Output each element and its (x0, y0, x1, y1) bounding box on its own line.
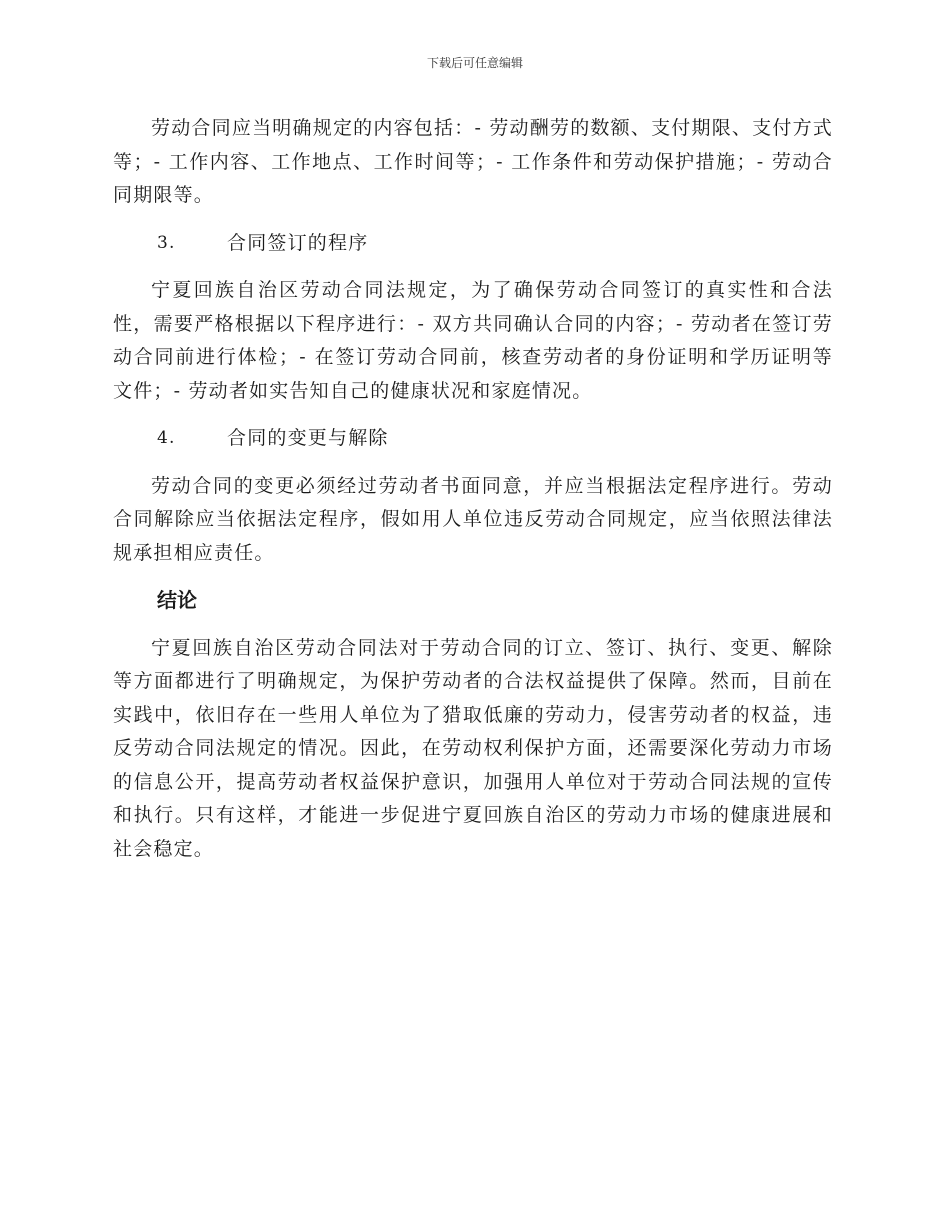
section-heading-change-termination (113, 422, 833, 456)
section-title: 合同的变更与解除 (227, 427, 389, 449)
section-heading-signing-procedure (113, 227, 833, 261)
paragraph-signing-procedure: 宁夏回族自治区劳动合同法规定，为了确保劳动合同签订的真实性和合法性，需要严格根据以下程序进行：- 双方共同确认合同的内容；- 劳动者在签订劳动合同前进行体检；- 在签订劳动合同前，核查劳动者的身份证明和学历证明等文件；- 劳动者如实告知自己的健康状况和家庭情况。 (113, 279, 833, 402)
document-body (113, 112, 833, 880)
page-header: 下载后可任意编辑 (426, 56, 523, 70)
section-number: 4. (157, 428, 176, 448)
paragraph-conclusion: 宁夏回族自治区劳动合同法对于劳动合同的订立、签订、执行、变更、解除等方面都进行了明确规定，为保护劳动者的合法权益提供了保障。然而，目前在实践中，依旧存在一些用人单位为了猎取低廉的劳动力，侵害劳动者的权益，违反劳动合同法规定的情况。因此，在劳动权利保护方面，还需要深化劳动力市场的信息公开，提高劳动者权益保护意识，加强用人单位对于劳动合同法规的宣传和执行。只有这样，才能进一步促进宁夏回族自治区的劳动力市场的健康进展和社会稳定。 (113, 636, 833, 860)
section-title: 合同签订的程序 (227, 231, 369, 254)
paragraph-change-termination: 劳动合同的变更必须经过劳动者书面同意，并应当根据法定程序进行。劳动合同解除应当依据法定程序，假如用人单位违反劳动合同规定，应当依照法律法规承担相应责任。 (113, 474, 833, 564)
section-number: 3. (157, 232, 176, 253)
paragraph-contract-contents: 劳动合同应当明确规定的内容包括：- 劳动酬劳的数额、支付期限、支付方式等；- 工作内容、工作地点、工作时间等；- 工作条件和劳动保护措施；- 劳动合同期限等。 (113, 117, 833, 206)
conclusion-heading: 结论 (157, 588, 197, 612)
